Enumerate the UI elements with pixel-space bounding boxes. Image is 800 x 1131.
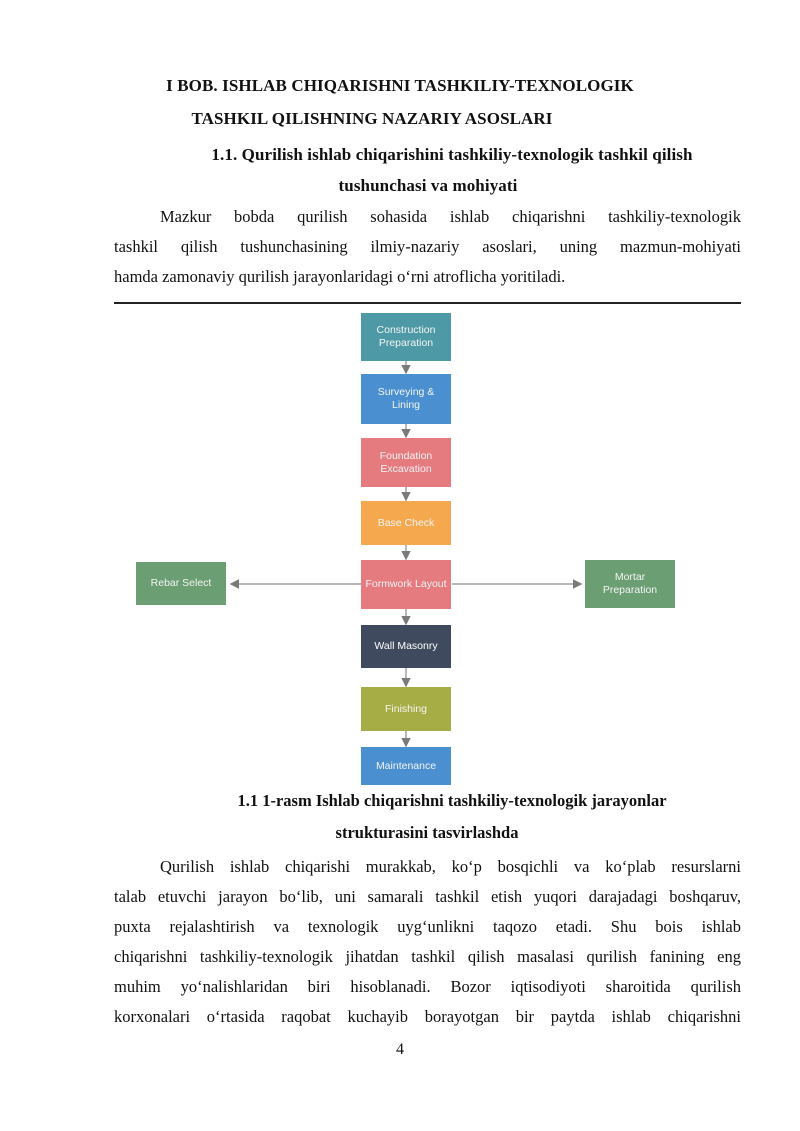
figure-caption-line2: strukturasini tasvirlashda [335,823,519,842]
body-line: talab etuvchi jarayon bo‘lib, uni samarali tashkil etish yuqori darajadagi boshqaruv, [114,887,741,906]
node-finishing: Finishing [361,687,451,731]
node-formwork: Formwork Layout [361,560,451,609]
section-title-line2: tushunchasi va mohiyati [338,176,518,195]
chapter-title-line2: TASHKIL QILISHNING NAZARIY ASOSLARI [191,109,553,128]
node-right-branch: Mortar Preparation [585,560,675,608]
node-left-branch: Rebar Select [136,562,226,605]
node-construction-preparation: Construction Preparation [361,313,451,361]
chapter-title-line1: I BOB. ISHLAB CHIQARISHNI TASHKILIY-TEXNOLOGIK [166,76,634,95]
body-line: puxta rejalashtirish va texnologik uyg‘unlikni taqozo etadi. Shu bois ishlab [114,917,741,936]
body-line: Qurilish ishlab chiqarishi murakkab, ko‘p bosqichli va ko‘plab resurslarni [160,857,741,876]
node-maintenance: Maintenance [361,747,451,785]
page-number: 4 [396,1041,404,1058]
node-wall-masonry: Wall Masonry [361,625,451,668]
node-base: Base Check [361,501,451,545]
intro-line: hamda zamonaviy qurilish jarayonlaridagi o‘rni atroflicha yoritiladi. [114,267,566,286]
body-line: korxonalari o‘rtasida raqobat kuchayib borayotgan bir paytda ishlab chiqarishni [114,1007,741,1026]
section-title-line1: 1.1. Qurilish ishlab chiqarishini tashkiliy-texnologik tashkil qilish [211,145,693,164]
body-line: muhim yo‘nalishlaridan biri hisoblanadi. Bozor iqtisodiyoti sharoitida qurilish [114,977,741,996]
node-surveying: Surveying & Lining [361,374,451,424]
body-line: chiqarishni tashkiliy-texnologik jihatdan tashkil qilish masalasi qurilish fanining eng [114,947,741,966]
intro-line: Mazkur bobda qurilish sohasida ishlab chiqarishni tashkiliy-texnologik [160,207,741,226]
figure-caption-line1: 1.1 1-rasm Ishlab chiqarishni tashkiliy-texnologik jarayonlar [237,791,667,810]
body-paragraph [114,852,741,1032]
node-foundation: Foundation Excavation [361,438,451,487]
intro-line: tashkil qilish tushunchasining ilmiy-nazariy asoslari, uning mazmun-mohiyati [114,237,741,256]
